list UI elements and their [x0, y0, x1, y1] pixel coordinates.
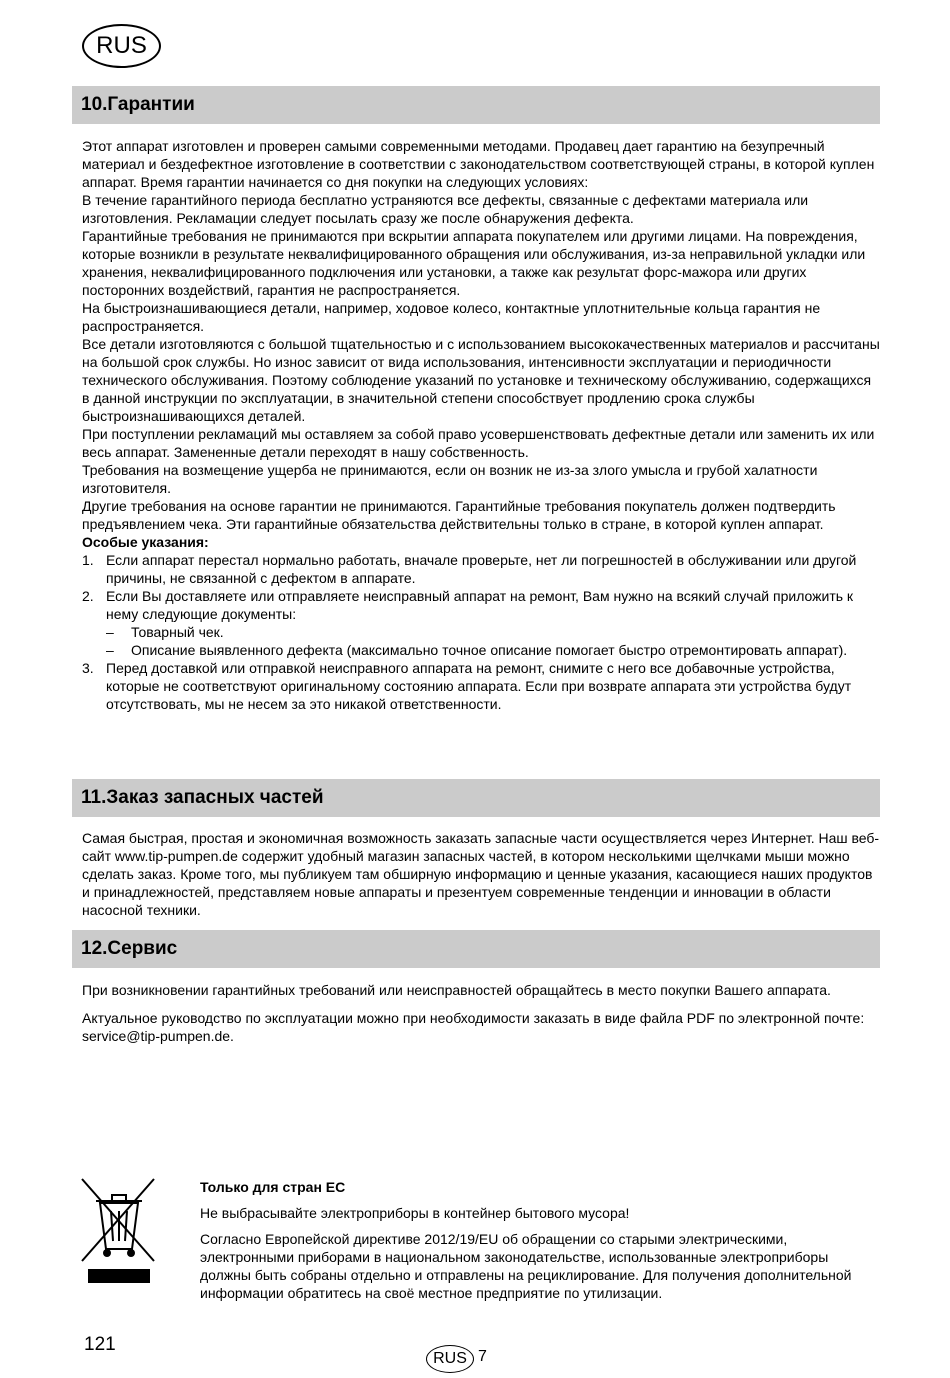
footer-language-badge: RUS	[426, 1345, 474, 1373]
list-text: Перед доставкой или отправкой неисправного аппарата на ремонт, снимите с него все добавочные устройства, которые не соответствуют оригинальному состоянию аппарата. Если при возврате аппарата эти устройства будут отсутствовать, мы не несем за это никакой ответственности.	[106, 660, 852, 712]
list-item	[82, 659, 882, 713]
warranty-paragraph: Все детали изготовляются с большой тщательностью и с использованием высококачественных материалов и рассчитаны на большой срок службы. Но износ зависит от вида использования, интенсивности эксплуатации и периодичности технического обслуживания. Поэтому соблюдение указаний по установке и техническому обслуживанию, содержащихся в данной инструкции по эксплуатации, в значительной степени способствует продлению срока службы быстроизнашивающихся деталей.	[82, 336, 880, 424]
warranty-paragraph: На быстроизнашивающиеся детали, например, ходовое колесо, контактные уплотнительные кольца гарантия не распространяется.	[82, 300, 821, 334]
warranty-paragraph: Гарантийные требования не принимаются при вскрытии аппарата покупателем или другими лицами. На повреждения, которые возникли в результате неквалифицированного обращения или обслуживания, из-за неправильной укладки или хранения, неквалифицированного подключения или установки, а также как результат форс-мажора или других посторонних воздействий, гарантия не распространяется.	[82, 228, 866, 298]
spare-parts-body	[82, 829, 882, 919]
spare-parts-paragraph: Самая быстрая, простая и экономичная возможность заказать запасные части осуществляется через Интернет. Наш веб-сайт www.tip-pumpen.de содержит удобный магазин запасных частей, в котором несколькими щелчками мыши можно сделать заказ. Кроме того, мы публикуем там обширную информацию и ценные указания, касающиеся наших продуктов и принадлежностей, представляем новые аппараты и презентуем современные тенденции и инновации в области насосной техники.	[82, 830, 880, 918]
warranty-paragraph: В течение гарантийного периода бесплатно устраняются все дефекты, связанные с дефектами материала или изготовления. Рекламации следует посылать сразу же после обнаружения дефекта.	[82, 192, 809, 226]
dash-marker: –	[106, 642, 114, 658]
list-number: 2.	[82, 588, 94, 604]
section-title-service: 12.Сервис	[72, 930, 880, 968]
warranty-paragraph: Другие требования на основе гарантии не принимаются. Гарантийные требования покупатель должен подтвердить предъявлением чека. Эти гарантийные обязательства действительны только в стране, в которой куплен аппарат.	[82, 498, 836, 532]
language-badge: RUS	[82, 24, 161, 68]
sub-list-text: Описание выявленного дефекта (максимально точное описание помогает быстро отремонтировать аппарат).	[131, 642, 848, 658]
list-number: 3.	[82, 660, 94, 676]
service-paragraph: Актуальное руководство по эксплуатации можно при необходимости заказать в виде файла PDF по электронной почте: service@tip-pumpen.de.	[82, 1010, 865, 1044]
list-text: Если аппарат перестал нормально работать, вначале проверьте, нет ли погрешностей в обслуживании или другой причины, не связанной с дефектом в аппарате.	[106, 552, 857, 586]
sub-list-text: Товарный чек.	[131, 624, 224, 640]
weee-paragraph: Согласно Европейской директиве 2012/19/EU об обращении со старыми электрическими, электронными приборами в национальном законодательстве, использованные электроприборы должны быть собраны отдельно и отправлены на рециклирование. Для получения дополнительной информации обратитесь на своё местное предприятие по утилизации.	[200, 1231, 852, 1301]
list-item	[82, 587, 882, 623]
list-item	[82, 551, 882, 587]
page-number: 121	[84, 1334, 116, 1355]
weee-crossed-bin-icon	[80, 1177, 158, 1287]
sub-list-item	[82, 641, 882, 659]
service-paragraph: При возникновении гарантийных требований или неисправностей обращайтесь в место покупки Вашего аппарата.	[82, 982, 831, 998]
list-number: 1.	[82, 552, 94, 568]
warranty-paragraph: Этот аппарат изготовлен и проверен самыми современными методами. Продавец дает гарантию на безупречный материал и бездефектное изготовление в соответствии с законодательством соответствующей страны, в которой куплен аппарат. Время гарантии начинается со дня покупки на следующих условиях:	[82, 138, 875, 190]
weee-heading: Только для стран ЕС	[200, 1179, 346, 1195]
sub-list-item	[82, 623, 882, 641]
weee-notice	[200, 1178, 870, 1310]
warranty-paragraph: Требования на возмещение ущерба не принимаются, если он возник не из-за злого умысла и грубой халатности изготовителя.	[82, 462, 818, 496]
section-title-warranty: 10.Гарантии	[72, 86, 880, 124]
warranty-body	[82, 137, 882, 713]
service-body	[82, 981, 882, 1045]
warranty-paragraph: При поступлении рекламаций мы оставляем за собой право усовершенствовать дефектные детали или заменить их или весь аппарат. Замененные детали переходят в нашу собственность.	[82, 426, 875, 460]
weee-paragraph: Не выбрасывайте электроприборы в контейнер бытового мусора!	[200, 1205, 630, 1221]
section-title-spare-parts: 11.Заказ запасных частей	[72, 779, 880, 817]
list-text: Если Вы доставляете или отправляете неисправный аппарат на ремонт, Вам нужно на всякий случай приложить к нему следующие документы:	[106, 588, 854, 622]
special-notes-heading: Особые указания:	[82, 534, 209, 550]
dash-marker: –	[106, 624, 114, 640]
sub-page-number: 7	[478, 1348, 487, 1365]
